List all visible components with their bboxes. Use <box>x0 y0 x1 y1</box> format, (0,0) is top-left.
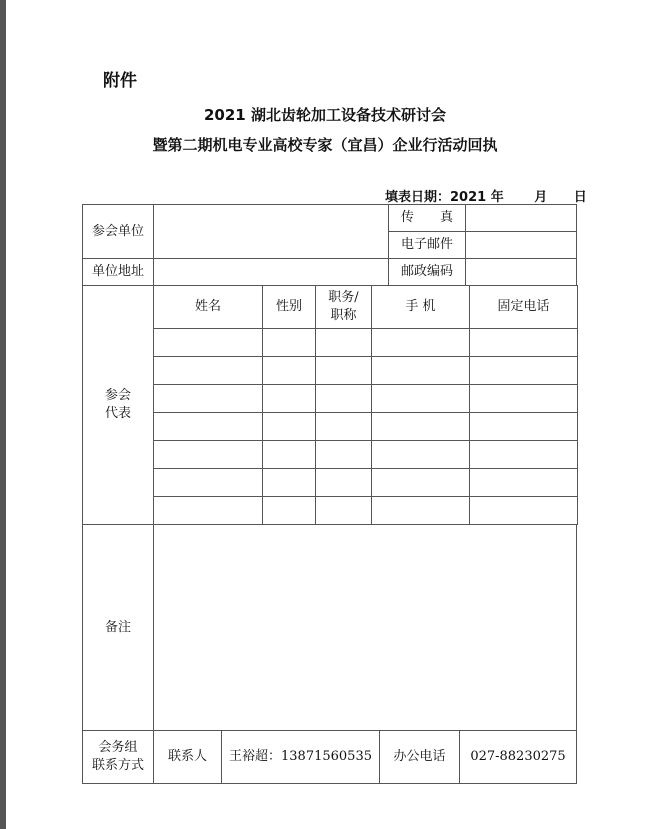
representative-mobile-cell[interactable] <box>371 328 470 357</box>
representative-mobile-cell[interactable] <box>371 496 470 525</box>
fax-label-cell: 传 真 <box>388 204 466 232</box>
contact-person-value-cell: 王裕超：13871560535 <box>221 730 380 784</box>
representative-position-cell[interactable] <box>315 356 372 385</box>
representative-position-cell[interactable] <box>315 468 372 497</box>
remarks-label-cell: 备注 <box>82 524 154 731</box>
representative-gender-cell[interactable] <box>262 440 316 469</box>
representative-position-cell[interactable] <box>315 384 372 413</box>
representative-position-cell[interactable] <box>315 440 372 469</box>
remarks-input-cell[interactable] <box>153 524 577 731</box>
email-label-cell: 电子邮件 <box>388 231 466 259</box>
fax-input-cell[interactable] <box>465 204 577 232</box>
fill-date-month: 月 <box>534 190 548 205</box>
representative-gender-cell[interactable] <box>262 384 316 413</box>
representative-gender-cell[interactable] <box>262 496 316 525</box>
contact-label-cell: 会务组 联系方式 <box>82 730 154 784</box>
representative-landline-cell[interactable] <box>469 440 578 469</box>
unit-label-cell: 参会单位 <box>82 204 154 259</box>
representative-mobile-cell[interactable] <box>371 384 470 413</box>
fill-date-prefix: 填表日期：2021 年 <box>385 190 504 205</box>
contact-person-label-cell: 联系人 <box>153 730 222 784</box>
representative-position-cell[interactable] <box>315 412 372 441</box>
address-label-cell: 单位地址 <box>82 258 154 286</box>
email-input-cell[interactable] <box>465 231 577 259</box>
fill-date-day: 日 <box>573 190 587 205</box>
document-subtitle: 暨第二期机电专业高校专家（宜昌）企业行活动回执 <box>152 136 498 154</box>
representative-landline-cell[interactable] <box>469 412 578 441</box>
representative-mobile-cell[interactable] <box>371 440 470 469</box>
representative-mobile-cell[interactable] <box>371 356 470 385</box>
representative-gender-cell[interactable] <box>262 412 316 441</box>
representative-landline-cell[interactable] <box>469 328 578 357</box>
column-header-position: 职务/ 职称 <box>315 285 372 329</box>
attachment-label: 附件 <box>103 71 137 91</box>
representative-landline-cell[interactable] <box>469 496 578 525</box>
representative-landline-cell[interactable] <box>469 384 578 413</box>
representative-gender-cell[interactable] <box>262 356 316 385</box>
representative-position-cell[interactable] <box>315 328 372 357</box>
fill-date <box>385 186 587 205</box>
postcode-label-cell: 邮政编码 <box>388 258 466 286</box>
column-header-mobile: 手 机 <box>371 285 470 329</box>
representative-name-cell[interactable] <box>153 384 263 413</box>
unit-input-cell[interactable] <box>153 204 389 259</box>
representative-mobile-cell[interactable] <box>371 412 470 441</box>
representative-name-cell[interactable] <box>153 468 263 497</box>
representatives-label-cell: 参会 代表 <box>82 285 154 525</box>
column-header-landline: 固定电话 <box>469 285 578 329</box>
postcode-input-cell[interactable] <box>465 258 577 286</box>
representative-gender-cell[interactable] <box>262 468 316 497</box>
document-title: 2021 湖北齿轮加工设备技术研讨会 <box>204 106 446 124</box>
representative-name-cell[interactable] <box>153 496 263 525</box>
representative-name-cell[interactable] <box>153 440 263 469</box>
representative-position-cell[interactable] <box>315 496 372 525</box>
representative-name-cell[interactable] <box>153 356 263 385</box>
representative-landline-cell[interactable] <box>469 356 578 385</box>
representative-name-cell[interactable] <box>153 412 263 441</box>
representative-landline-cell[interactable] <box>469 468 578 497</box>
representative-mobile-cell[interactable] <box>371 468 470 497</box>
column-header-name: 姓名 <box>153 285 263 329</box>
address-input-cell[interactable] <box>153 258 389 286</box>
representative-name-cell[interactable] <box>153 328 263 357</box>
representative-gender-cell[interactable] <box>262 328 316 357</box>
office-phone-label-cell: 办公电话 <box>379 730 460 784</box>
office-phone-value-cell: 027-88230275 <box>459 730 577 784</box>
column-header-gender: 性别 <box>262 285 316 329</box>
